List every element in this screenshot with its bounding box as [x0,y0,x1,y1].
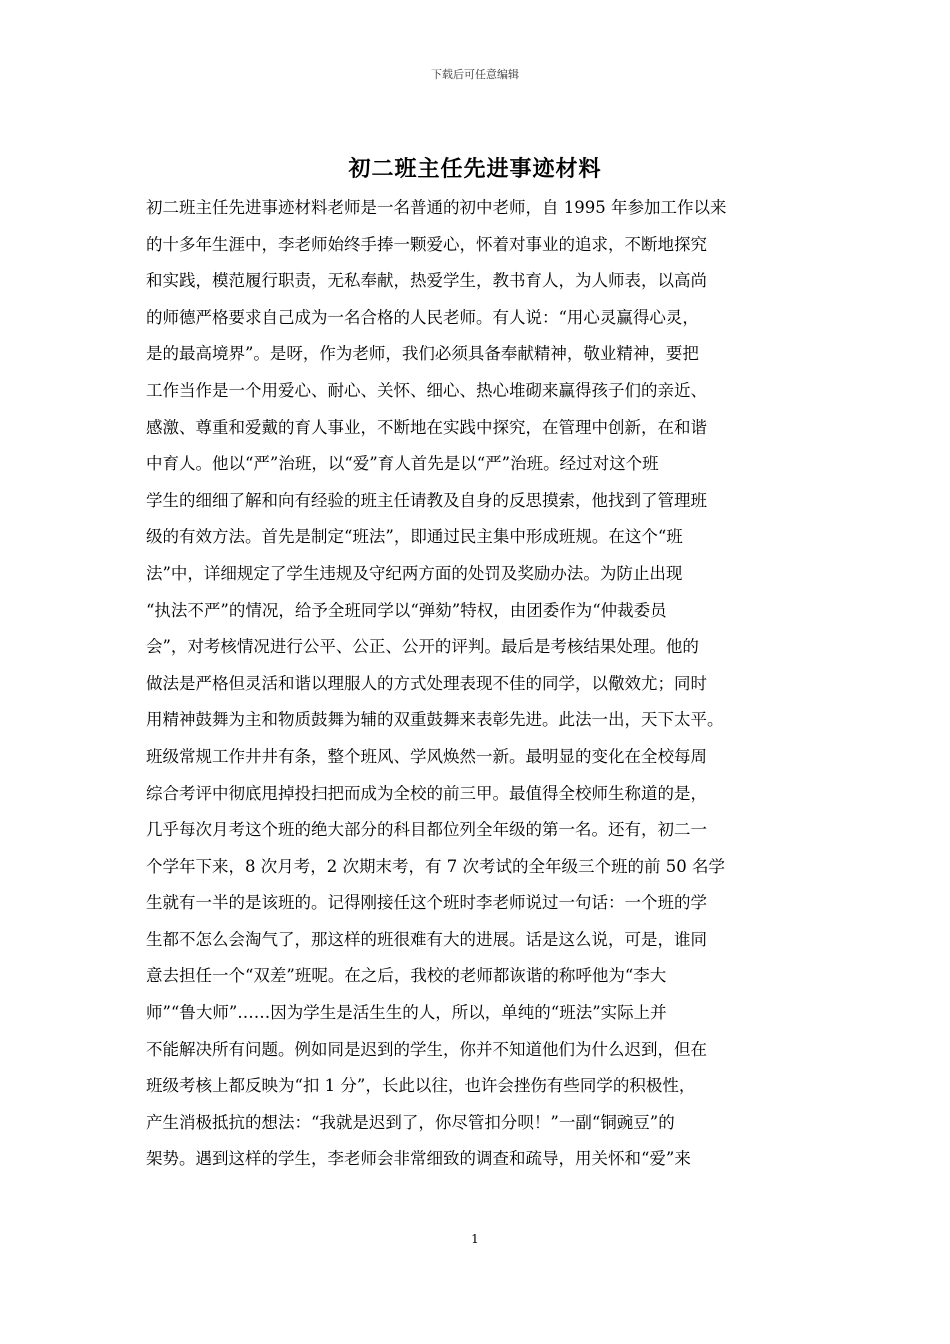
text-line: 初二班主任先进事迹材料老师是一名普通的初中老师，自 1995 年参加工作以来 [146,198,727,217]
text-line: 综合考评中彻底甩掉投扫把而成为全校的前三甲。最值得全校师生称道的是， [146,783,707,803]
text-line: 几乎每次月考这个班的绝大部分的科目都位列全年级的第一名。还有，初二一 [146,820,707,840]
text-line: 班级常规工作井井有条，整个班风、学风焕然一新。最明显的变化在全校每周 [146,746,707,766]
text-line: 班级考核上都反映为“扣 1 分”，长此以往，也许会挫伤有些同学的积极性， [146,1076,696,1096]
text-line: “执法不严”的情况，给予全班同学以“弹劾”特权，由团委作为“仲裁委员 [146,600,667,620]
document-title: 初二班主任先进事迹材料 [348,156,602,182]
text-line: 产生消极抵抗的想法：“我就是迟到了，你尽管扣分呗！”一副“铜豌豆”的 [146,1112,675,1132]
text-line: 意去担任一个“双差”班呢。在之后，我校的老师都诙谐的称呼他为“李大 [146,966,667,986]
text-line: 会”，对考核情况进行公平、公正、公开的评判。最后是考核结果处理。他的 [146,637,699,657]
text-line: 做法是严格但灵活和谐以理服人的方式处理表现不佳的同学，以儆效尤；同时 [146,673,707,693]
text-line: 师”“鲁大师”……因为学生是活生生的人，所以，单纯的“班法”实际上并 [146,1003,667,1023]
text-line: 的师德严格要求自己成为一名合格的人民老师。有人说：“用心灵赢得心灵， [146,307,699,327]
text-line: 学生的细细了解和向有经验的班主任请教及自身的反思摸索，他找到了管理班 [146,490,707,510]
text-line: 生就有一半的是该班的。记得刚接任这个班时李老师说过一句话：一个班的学 [146,893,707,913]
body-text [146,190,826,1178]
text-line: 感激、尊重和爱戴的育人事业，不断地在实践中探究，在管理中创新，在和谐 [146,417,707,437]
text-line: 不能解决所有问题。例如同是迟到的学生，你并不知道他们为什么迟到，但在 [146,1039,707,1059]
text-line: 法”中，详细规定了学生违规及守纪两方面的处罚及奖励办法。为防止出现 [146,563,683,583]
text-line: 是的最高境界”。是呀，作为老师，我们必须具备奉献精神，敬业精神，要把 [146,344,699,364]
text-line: 个学年下来，8 次月考，2 次期末考，有 7 次考试的全年级三个班的前 50 名学 [146,856,725,876]
text-line: 用精神鼓舞为主和物质鼓舞为辅的双重鼓舞来表彰先进。此法一出，天下太平。 [146,710,724,730]
text-line: 架势。遇到这样的学生，李老师会非常细致的调查和疏导，用关怀和“爱”来 [146,1149,691,1169]
text-line: 中育人。他以“严”治班，以“爱”育人首先是以“严”治班。经过对这个班 [146,454,659,474]
text-line: 的十多年生涯中，李老师始终手捧一颗爱心，怀着对事业的追求，不断地探究 [146,234,707,254]
text-line: 和实践，模范履行职责，无私奉献，热爱学生，教书育人，为人师表，以高尚 [146,271,707,291]
page-header: 下载后可任意编辑 [431,68,519,81]
text-line: 工作当作是一个用爱心、耐心、关怀、细心、热心堆砌来赢得孩子们的亲近、 [146,380,707,400]
text-line: 生都不怎么会淘气了，那这样的班很难有大的进展。话是这么说，可是，谁同 [146,929,707,949]
text-line: 级的有效方法。首先是制定“班法”，即通过民主集中形成班规。在这个“班 [146,527,683,547]
page-number: 1 [471,1232,479,1246]
